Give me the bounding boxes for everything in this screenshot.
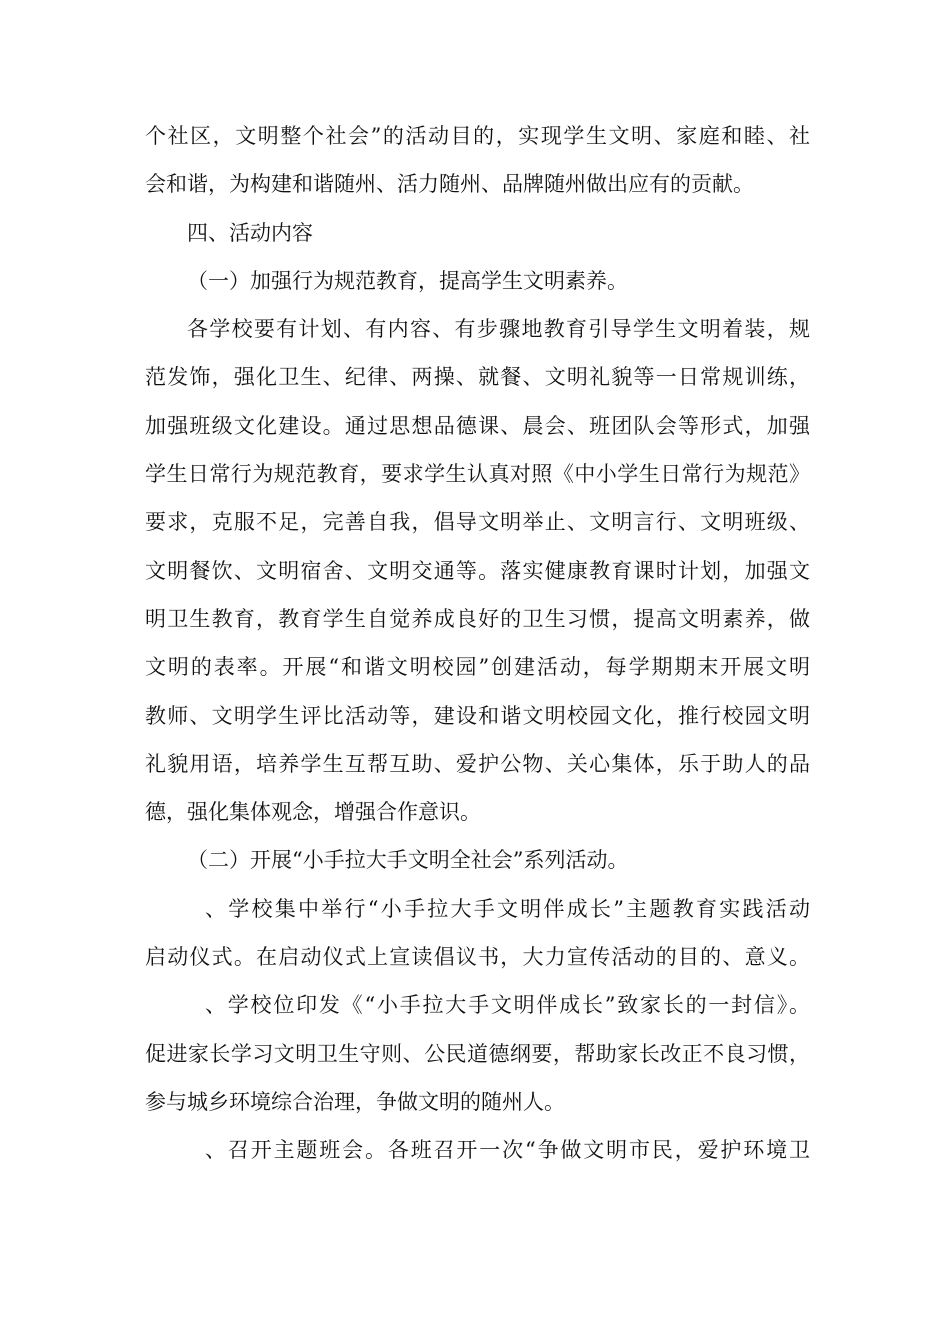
body-line: 、学校位印发《“小手拉大手文明伴成长”致家长的一封信》。 [205,993,810,1018]
body-line: 、召开主题班会。各班召开一次“争做文明市民，爱护环境卫 [205,1138,810,1163]
body-line: 启动仪式。在启动仪式上宣读倡议书，大力宣传活动的目的、意义。 [145,945,810,970]
body-line: 加强班级文化建设。通过思想品德课、晨会、班团队会等形式，加强 [145,413,810,438]
body-line: 各学校要有计划、有内容、有步骤地教育引导学生文明着装，规 [187,317,810,342]
body-line: 促进家长学习文明卫生守则、公民道德纲要，帮助家长改正不良习惯， [145,1041,810,1066]
body-line: 文明餐饮、文明宿舍、文明交通等。落实健康教育课时计划，加强文 [145,558,810,583]
body-line: 礼貌用语，培养学生互帮互助、爱护公物、关心集体，乐于助人的品 [145,751,810,776]
body-line: 、学校集中举行“小手拉大手文明伴成长”主题教育实践活动 [205,896,810,921]
subsection-heading: （一）加强行为规范教育，提高学生文明素养。 [187,268,628,293]
body-line: 学生日常行为规范教育，要求学生认真对照《中小学生日常行为规范》 [145,462,810,487]
body-line: 文明的表率。开展“和谐文明校园”创建活动，每学期期末开展文明 [145,655,810,680]
body-line: 个社区，文明整个社会”的活动目的，实现学生文明、家庭和睦、社 [145,124,810,148]
body-line: 会和谐，为构建和谐随州、活力随州、品牌随州做出应有的贡献。 [145,172,754,197]
body-line: 教师、文明学生评比活动等，建设和谐文明校园文化，推行校园文明 [145,703,810,728]
document-body [145,112,810,1175]
subsection-heading: （二）开展“小手拉大手文明全社会”系列活动。 [187,848,629,873]
section-heading: 四、活动内容 [187,220,313,245]
body-line: 德，强化集体观念，增强合作意识。 [145,800,481,825]
body-line: 明卫生教育，教育学生自觉养成良好的卫生习惯，提高文明素养，做 [145,606,810,631]
body-line: 参与城乡环境综合治理，争做文明的随州人。 [145,1089,565,1114]
body-line: 范发饰，强化卫生、纪律、两操、就餐、文明礼貌等一日常规训练， [145,365,810,390]
body-line: 要求，克服不足，完善自我，倡导文明举止、文明言行、文明班级、 [145,510,810,535]
